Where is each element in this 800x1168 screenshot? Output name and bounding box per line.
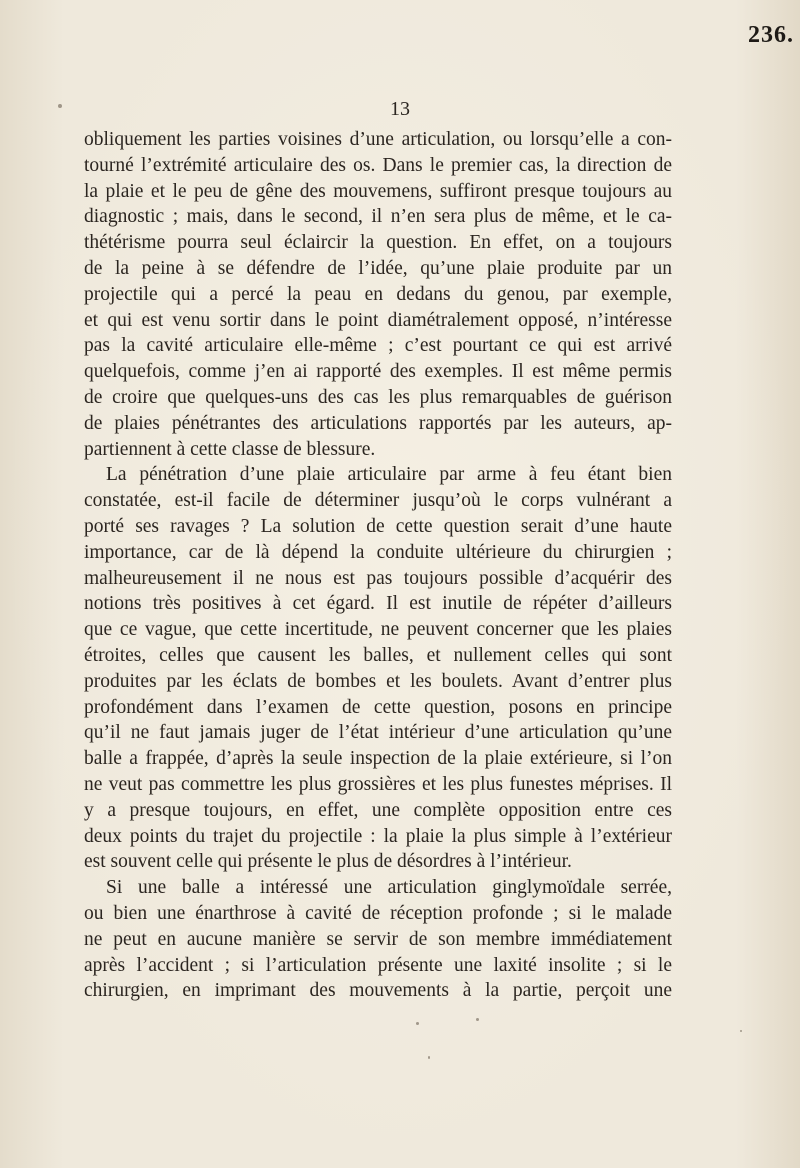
text-line: constatée, est-il facile de déterminer jusqu’où le corps vulnérant a <box>84 490 672 512</box>
paper-speck <box>416 1022 419 1025</box>
text-line: porté ses ravages ? La solution de cette question serait d’une haute <box>84 515 672 537</box>
text-line: pas la cavité articulaire elle-même ; c’est pourtant ce qui est arrivé <box>84 335 672 357</box>
text-line: projectile qui a percé la peau en dedans du genou, par exemple, <box>84 283 672 305</box>
text-line: notions très positives à cet égard. Il est inutile de répéter d’ailleurs <box>84 593 672 615</box>
text-line: ne peut en aucune manière se servir de son membre immédiatement <box>84 928 672 950</box>
text-line: balle a frappée, d’après la seule inspection de la plaie extérieure, si l’on <box>84 748 672 770</box>
text-line: diagnostic ; mais, dans le second, il n’en sera plus de même, et le ca- <box>84 206 672 228</box>
paper-speck <box>476 1018 479 1021</box>
body-text <box>84 127 672 1004</box>
paragraph-3 <box>84 875 672 1004</box>
text-line: obliquement les parties voisines d’une articulation, ou lorsqu’elle a con- <box>84 129 672 150</box>
text-line: est souvent celle qui présente le plus de désordres à l’intérieur. <box>84 851 572 873</box>
text-line: chirurgien, en imprimant des mouvements à la partie, perçoit une <box>84 980 672 1002</box>
text-line: étroites, celles que causent les balles, et nullement celles qui sont <box>84 644 672 666</box>
text-line: importance, car de là dépend la conduite ultérieure du chirurgien ; <box>84 541 672 563</box>
text-line: ou bien une énarthrose à cavité de réception profonde ; si le malade <box>84 902 672 924</box>
paper-speck <box>58 104 62 108</box>
text-line: y a presque toujours, en effet, une complète opposition entre ces <box>84 799 672 821</box>
text-line: malheureusement il ne nous est pas toujours possible d’acquérir des <box>84 567 672 589</box>
text-line: la plaie et le peu de gêne des mouvemens, suffiront presque toujours au <box>84 180 672 202</box>
text-line: après l’accident ; si l’articulation présente une laxité insolite ; si le <box>84 954 672 976</box>
text-line: thétérisme pourra seul éclaircir la question. En effet, on a toujours <box>84 232 672 254</box>
text-line: qu’il ne faut jamais juger de l’état intérieur d’une articulation qu’une <box>84 722 672 744</box>
text-line: deux points du trajet du projectile : la plaie la plus simple à l’extérieur <box>84 825 672 847</box>
text-line: de croire que quelques-uns des cas les plus remarquables de guérison <box>84 386 672 408</box>
text-line: ne veut pas commettre les plus grossières et les plus funestes méprises. Il <box>84 773 672 795</box>
text-line: de la peine à se défendre de l’idée, qu’une plaie produite par un <box>84 257 672 279</box>
paragraph-1 <box>84 127 672 462</box>
paper-speck <box>740 1030 742 1032</box>
text-line: que ce vague, que cette incertitude, ne peuvent concerner que les plaies <box>84 619 672 641</box>
text-line: et qui est venu sortir dans le point diamétralement opposé, n’intéresse <box>84 309 672 331</box>
paper-speck <box>428 1056 430 1059</box>
text-line: profondément dans l’examen de cette question, posons en principe <box>84 696 672 718</box>
text-line: partiennent à cette classe de blessure. <box>84 438 376 460</box>
paragraph-2 <box>84 462 672 875</box>
text-line: Si une balle a intéressé une articulation ginglymoïdale serrée, <box>106 877 672 899</box>
text-line: de plaies pénétrantes des articulations rapportés par les auteurs, ap- <box>84 412 672 434</box>
text-line: La pénétration d’une plaie articulaire par arme à feu étant bien <box>106 464 672 486</box>
text-line: quelquefois, comme j’en ai rapporté des exemples. Il est même permis <box>84 361 672 383</box>
text-line: produites par les éclats de bombes et les boulets. Avant d’entrer plus <box>84 670 672 692</box>
page-number: 13 <box>390 98 410 120</box>
text-line: tourné l’extrémité articulaire des os. Dans le premier cas, la direction de <box>84 154 672 176</box>
folio-number: 236. <box>748 22 794 48</box>
